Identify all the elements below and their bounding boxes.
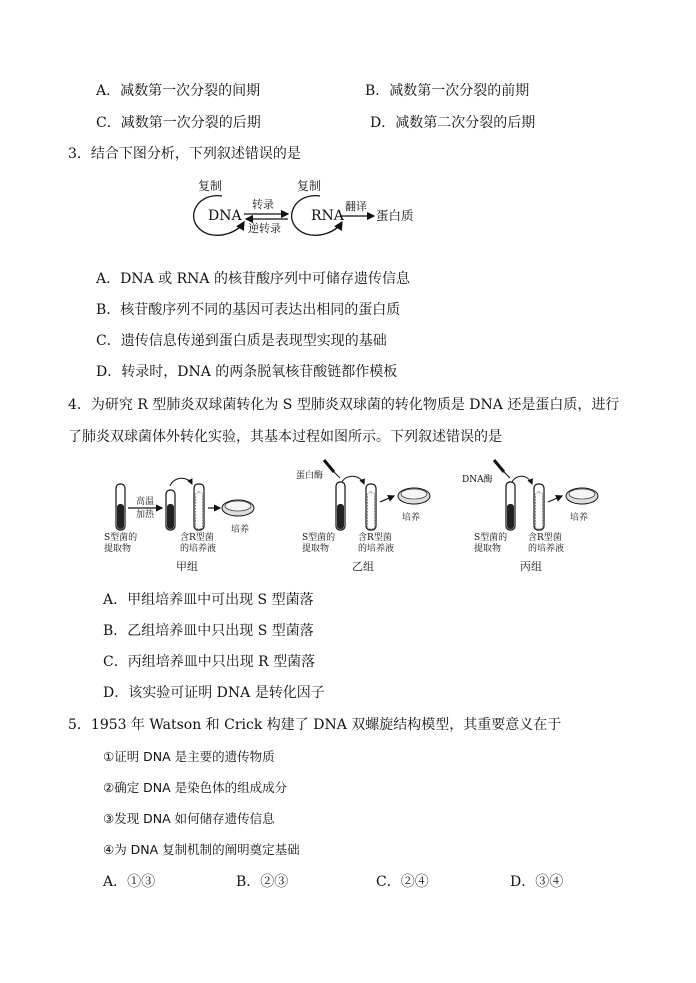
protease-label: 蛋白酶 [296, 471, 324, 481]
q4-option-b: B．乙组培养皿中只出现 S 型菌落 [103, 623, 314, 639]
culture-label-1: 培养 [231, 525, 250, 535]
central-dogma-diagram [180, 174, 440, 244]
r-culture-label-3a: 含R型菌 [528, 533, 562, 543]
q5-stem: 5．1953 年 Watson 和 Crick 构建了 DNA 双螺旋结构模型，其重要意义在于 [68, 717, 562, 733]
culture-label-2: 培养 [402, 513, 421, 523]
q5-statement-3: ③发现 DNA 如何储存遗传信息 [103, 811, 275, 826]
r-culture-label-1b: 的培养液 [180, 544, 217, 554]
translation-label: 翻译 [345, 200, 367, 213]
culture-label-3: 培养 [570, 513, 589, 523]
q4-option-d: D．该实验可证明 DNA 是转化因子 [103, 685, 325, 701]
group-label-yi: 乙组 [352, 560, 374, 573]
q3-stem: 3．结合下图分析，下列叙述错误的是 [68, 146, 301, 162]
extract-label-2a: S型菌的 [302, 533, 336, 543]
q3-option-a: A．DNA 或 RNA 的核苷酸序列中可储存遗传信息 [96, 271, 410, 287]
r-culture-label-2b: 的培养液 [358, 544, 395, 554]
q5-option-b: B．②③ [236, 874, 289, 890]
q2-option-c: C．减数第一次分裂的后期 [96, 115, 261, 131]
heat-label-1: 高温 [136, 497, 155, 507]
extract-label-2b: 提取物 [302, 544, 330, 554]
dnase-label: DNA酶 [462, 475, 493, 485]
group-bing [462, 460, 598, 573]
q3-option-b: B．核苷酸序列不同的基因可表达出相同的蛋白质 [96, 302, 401, 318]
q5-option-c: C．②④ [376, 874, 429, 890]
q5-statement-1: ①证明 DNA 是主要的遗传物质 [103, 749, 275, 764]
q5-option-a: A．①③ [103, 874, 156, 890]
replication-label-2: 复制 [297, 179, 322, 193]
dna-label: DNA [208, 208, 242, 224]
extract-label-3b: 提取物 [474, 544, 502, 554]
reverse-transcription-label: 逆转录 [248, 222, 281, 235]
r-culture-label-3b: 的培养液 [528, 544, 565, 554]
q2-option-a: A．减数第一次分裂的间期 [96, 83, 261, 99]
replication-label-1: 复制 [198, 179, 223, 193]
q3-option-d: D．转录时，DNA 的两条脱氧核苷酸链都作模板 [96, 364, 398, 380]
rna-label: RNA [311, 208, 344, 224]
heat-label-2: 加热 [136, 510, 155, 520]
group-label-jia: 甲组 [176, 560, 198, 573]
extract-label-3a: S型菌的 [474, 533, 508, 543]
q5-statement-2: ②确定 DNA 是染色体的组成成分 [103, 780, 288, 795]
q4-option-a: A．甲组培养皿中可出现 S 型菌落 [103, 592, 314, 608]
q5-option-d: D．③④ [510, 874, 564, 890]
q4-stem-line1: 4．为研究 R 型肺炎双球菌转化为 S 型肺炎双球菌的转化物质是 DNA 还是蛋白质，进行 [68, 397, 620, 413]
group-yi [296, 460, 430, 573]
transcription-label: 转录 [252, 198, 274, 211]
q5-statement-4: ④为 DNA 复制机制的阐明奠定基础 [103, 842, 300, 857]
r-culture-label-2a: 含R型菌 [358, 533, 392, 543]
extract-label-1a: S型菌的 [104, 533, 138, 543]
transformation-experiment-figure [96, 456, 616, 576]
extract-label-1b: 提取物 [104, 544, 132, 554]
q4-option-c: C．丙组培养皿中只出现 R 型菌落 [103, 654, 316, 670]
r-culture-label-1a: 含R型菌 [180, 533, 214, 543]
group-label-bing: 丙组 [520, 560, 542, 573]
q2-option-b: B．减数第一次分裂的前期 [365, 83, 530, 99]
protein-label: 蛋白质 [376, 208, 414, 223]
group-jia [104, 478, 254, 573]
q3-option-c: C．遗传信息传递到蛋白质是表现型实现的基础 [96, 333, 387, 349]
q4-stem-line2: 了肺炎双球菌体外转化实验，其基本过程如图所示。下列叙述错误的是 [68, 429, 502, 445]
q2-option-d: D．减数第二次分裂的后期 [370, 115, 536, 131]
